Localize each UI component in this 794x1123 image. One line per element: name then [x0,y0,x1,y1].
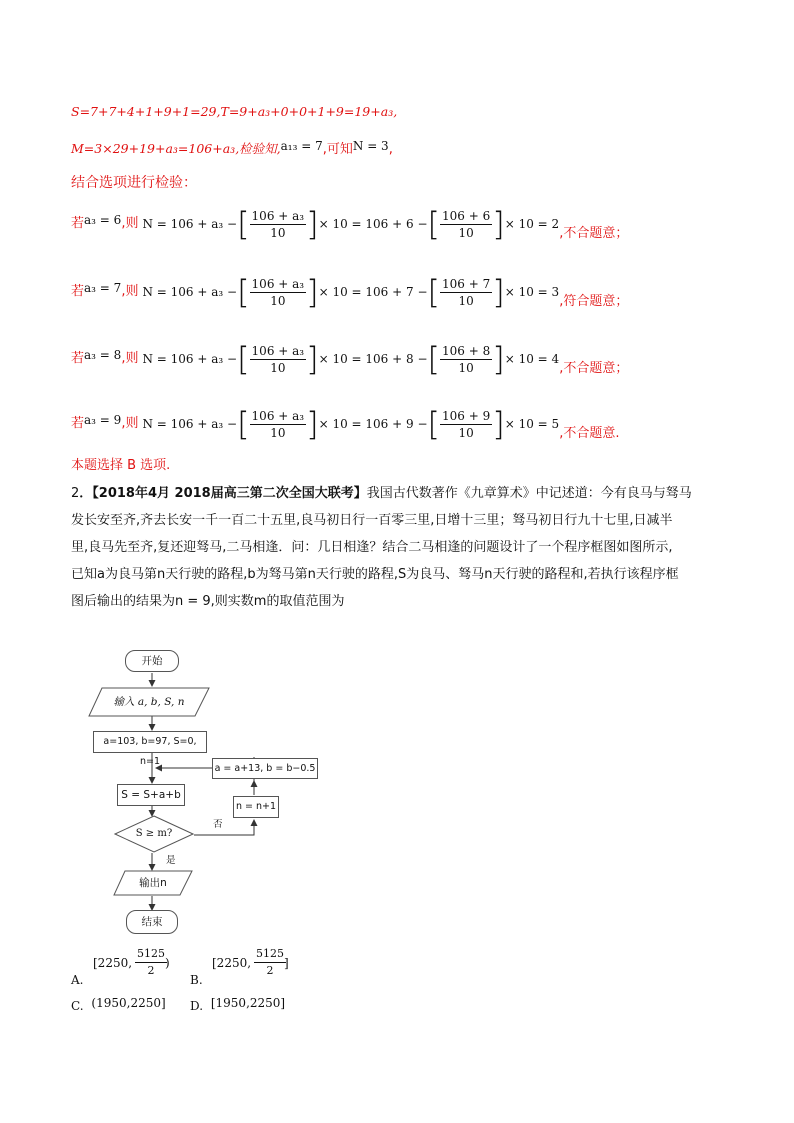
flowchart-end: 结束 [126,910,178,934]
case-row-3: 若 a₃ = 8 ,则 N = 106 + a₃ − [ $\frac{\text{106 + a₃}}{10}$ ] × 10 = 106 + 8 − [ $\frac{106 + 8}{10}$ ] × 10 = 4 ,不合题意； [71,340,629,378]
solution-line-2-e: , [388,142,393,157]
option-a[interactable]: A. [2250, $\frac{5125}{2}$ ) [71,947,170,987]
case-prefix: 若 [71,216,85,231]
bracket-open: [ [237,205,250,243]
fraction-2: $\frac{106 + 8}{10}$ [442,343,491,375]
case-condition: a₃ = 7 [84,281,122,295]
fraction-2: $\frac{106 + 9}{10}$ [442,408,491,440]
case-prefix: 若 [71,416,85,431]
case-verdict: ,不合题意. [559,426,620,441]
problem-source: ．【2018年4月 2018届高三第二次全国大联考】 [79,486,367,501]
case-lhs: N = 106 + a₃ − [142,417,238,431]
case-mid: ,则 [121,284,139,299]
flowchart-incr: n = n+1 [233,796,279,818]
solution-line-2-c: ,可知 [322,142,353,157]
n-value: N = 3 [352,139,389,153]
problem-line-4: 已知a为良马第n天行驶的路程,b为驽马第n天行驶的路程,S为良马、驽马n天行驶的路程和,若执行该程序框 [71,567,679,582]
problem-line-3: 里,良马先至齐,复还迎驽马,二马相逢．问：几日相逢？结合二马相逢的问题设计了一个程序框图如图所示, [71,540,673,555]
flowchart-cond: S ≥ m? [135,828,173,839]
a13-value: a₁₃ = 7 [280,139,323,153]
case-row-1: 若 a₃ = 6 ,则 N = 106 + a₃ − [ $\frac{\text{106 + a₃}}{10}$ ] × 10 = 106 + 6 − [ $\frac{106 + 6}{10}$ ] × 10 = 2 ,不合题意； [71,205,629,243]
option-b[interactable]: B. [2250, $\frac{5125}{2}$ ] [190,947,289,987]
case-mul-1: × 10 = 106 + 8 − [318,352,428,366]
case-mul-1: × 10 = 106 + 6 − [318,217,428,231]
fraction-2: $\frac{106 + 6}{10}$ [442,208,491,240]
case-prefix: 若 [71,284,85,299]
flowchart-no-label: 否 [213,819,223,830]
flowchart-input: 输入 a, b, S, n [113,696,185,708]
case-verdict: ,符合题意； [559,294,629,309]
case-mul-1: × 10 = 106 + 9 − [318,417,428,431]
problem-line-1 [71,481,692,507]
fraction-1: $\frac{\text{106 + a₃}}{10}$ [251,408,305,440]
case-mul-1: × 10 = 106 + 7 − [318,285,428,299]
bracket-close: ] [306,205,319,243]
problem-text-1: 我国古代数著作《九章算术》中记述道：今有良马与驽马 [366,486,692,501]
case-verdict: ,不合题意； [559,361,629,376]
flowchart-sum: S = S+a+b [117,784,185,806]
solution-line-1: S=7+7+4+1+9+1=29,T=9+a₃+0+0+1+9=19+a₃, [71,104,398,119]
problem-line-2: 发长安至齐,齐去长安一千一百二十五里,良马初日行一百零三里,日增十三里；驽马初日行九十七里,日减半 [71,513,673,528]
problem-line-5: 图后输出的结果为n = 9,则实数m的取值范围为 [71,594,345,609]
flowchart-start: 开始 [125,650,179,672]
conclusion: 本题选择 B 选项. [71,458,171,473]
case-mid: ,则 [121,416,139,431]
case-row-4: 若 a₃ = 9 ,则 N = 106 + a₃ − [ $\frac{\text{106 + a₃}}{10}$ ] × 10 = 106 + 9 − [ $\frac{106 + 9}{10}$ ] × 10 = 5 ,不合题意. [71,405,620,443]
option-c[interactable]: C. (1950,2250] [71,996,166,1013]
flowchart-output: 输出n [139,877,167,889]
case-mul-2: × 10 = 3 [504,285,560,299]
case-verdict: ,不合题意； [559,226,629,241]
case-lhs: N = 106 + a₃ − [142,285,238,299]
case-row-2: 若 a₃ = 7 ,则 N = 106 + a₃ − [ $\frac{\text{106 + a₃}}{10}$ ] × 10 = 106 + 7 − [ $\frac{106 + 7}{10}$ ] × 10 = 3 ,符合题意； [71,273,629,311]
case-mul-2: × 10 = 2 [504,217,560,231]
flowchart-init: a=103, b=97, S=0, n=1 [93,731,207,753]
flowchart-update-ab: a = a+13, b = b−0.5 [212,758,318,779]
case-condition: a₃ = 8 [84,348,122,362]
fraction-2: $\frac{106 + 7}{10}$ [442,276,491,308]
check-intro: 结合选项进行检验： [71,175,197,191]
case-mid: ,则 [121,216,139,231]
case-lhs: N = 106 + a₃ − [142,352,238,366]
case-mul-2: × 10 = 5 [504,417,560,431]
case-mul-2: × 10 = 4 [504,352,560,366]
case-lhs: N = 106 + a₃ − [142,217,238,231]
flowchart-yes-label: 是 [166,855,176,866]
case-condition: a₃ = 9 [84,413,122,427]
problem-number: 2 [71,486,80,501]
case-mid: ,则 [121,351,139,366]
fraction-1: $\frac{\text{106 + a₃}}{10}$ [251,343,305,375]
fraction-1: $\frac{\text{106 + a₃}}{10}$ [251,208,305,240]
solution-line-2-a: M=3×29+19+a₃=106+a₃,检验知, [71,141,281,156]
case-prefix: 若 [71,351,85,366]
fraction-1: $\frac{\text{106 + a₃}}{10}$ [251,276,305,308]
case-condition: a₃ = 6 [84,213,122,227]
option-d[interactable]: D. [1950,2250] [190,996,286,1013]
solution-line-2 [71,138,393,159]
